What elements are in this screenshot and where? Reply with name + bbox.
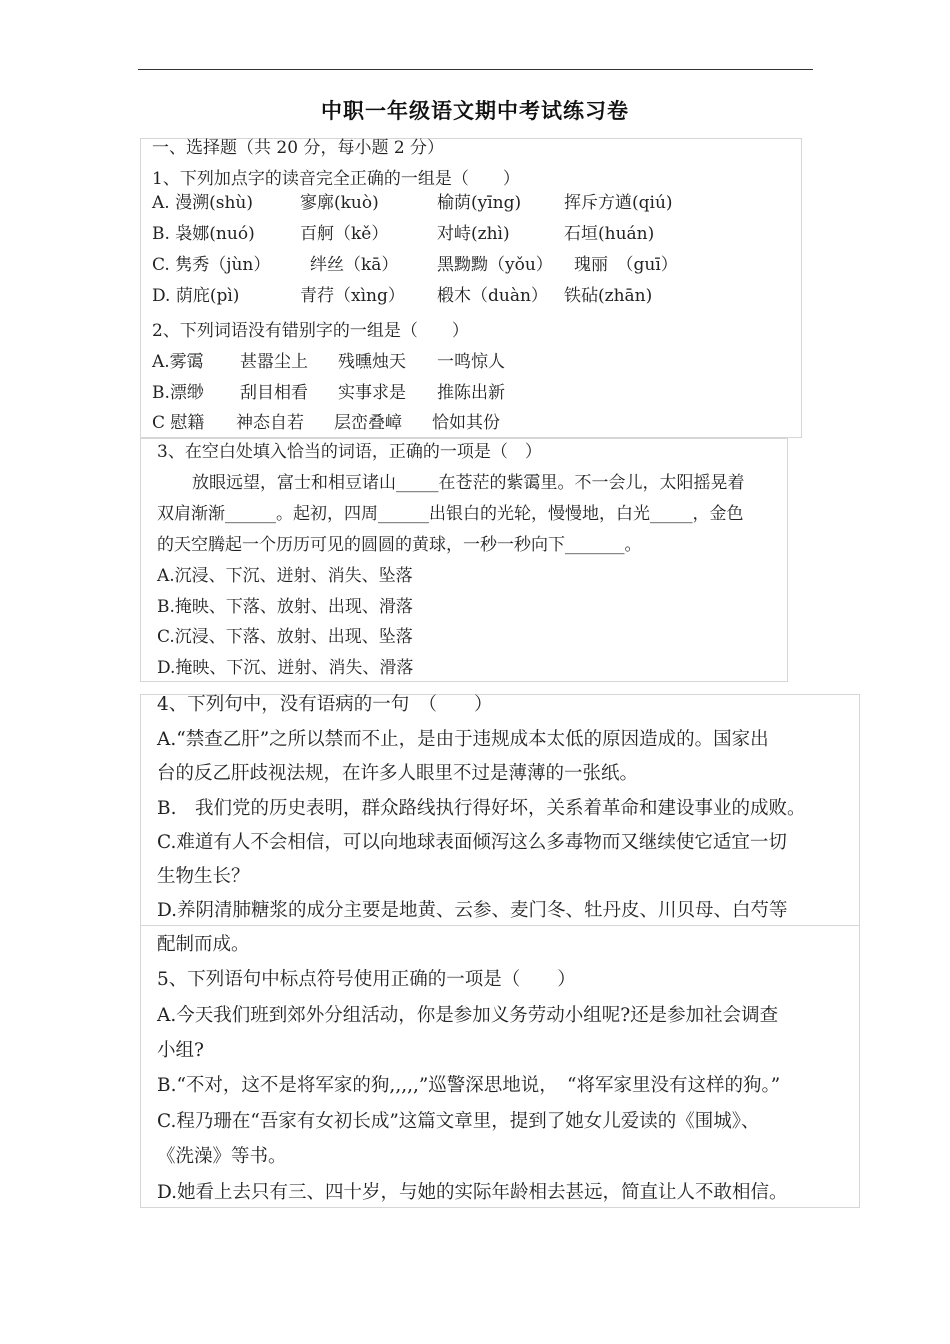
q5-line-2: 小组? bbox=[157, 1040, 204, 1061]
q2-option-a-4: 一鸣惊人 bbox=[437, 352, 505, 372]
q4-line-5: 生物生长？ bbox=[157, 866, 250, 887]
q2-option-a-2: 甚嚣尘上 bbox=[240, 352, 308, 372]
q1-option-d-3: 椴木（duàn） bbox=[437, 286, 548, 306]
q3-passage-line-1: 放眼远望，富士和相豆诸山_____在苍茫的紫霭里。不一会儿，太阳摇晃着 bbox=[192, 473, 745, 493]
header-rule bbox=[138, 69, 813, 70]
q1-option-c-1: C. 隽秀（jùn） bbox=[152, 255, 271, 275]
q5-line-6: D.她看上去只有三、四十岁，与她的实际年龄相去甚远，简直让人不敢相信。 bbox=[157, 1182, 788, 1203]
q1-option-b-2: 百舸（kě） bbox=[300, 224, 389, 244]
q5-line-1: A.今天我们班到郊外分组活动，你是参加义务劳动小组呢?还是参加社会调查 bbox=[157, 1005, 779, 1026]
q1-option-d-1: D. 荫庇(pì) bbox=[152, 286, 240, 306]
q4-line-2: 台的反乙肝歧视法规，在许多人眼里不过是薄薄的一张纸。 bbox=[157, 763, 639, 784]
q1-option-a-2: 寥廓(kuò) bbox=[300, 193, 379, 213]
q2-option-b-3: 实事求是 bbox=[338, 383, 406, 403]
q1-option-c-4: 瑰丽 （guī） bbox=[574, 255, 678, 275]
q1-option-d-4: 铁砧(zhān) bbox=[564, 286, 653, 306]
q2-option-c-3: 层峦叠嶂 bbox=[334, 413, 402, 433]
q3-option-c: C.沉浸、下落、放射、出现、坠落 bbox=[157, 627, 413, 647]
q1-option-c-3: 黑黝黝（yǒu） bbox=[437, 255, 553, 275]
q1-option-b-1: B. 袅娜(nuó) bbox=[152, 224, 255, 244]
q2-option-b-4: 推陈出新 bbox=[437, 383, 505, 403]
q3-option-d: D.掩映、下沉、迸射、消失、滑落 bbox=[157, 658, 414, 678]
question-4-stem: 4、下列句中，没有语病的一句 （ ） bbox=[157, 694, 493, 715]
q1-option-d-2: 青荇（xìng） bbox=[300, 286, 405, 306]
q4-line-3: B. 我们党的历史表明，群众路线执行得好坏，关系着革命和建设事业的成败。 bbox=[157, 798, 806, 819]
q2-option-b-1: B.漂缈 bbox=[152, 383, 204, 403]
page-title: 中职一年级语文期中考试练习卷 bbox=[321, 99, 629, 123]
q2-option-a-1: A.雾霭 bbox=[152, 352, 204, 372]
question-5-stem: 5、下列语句中标点符号使用正确的一项是（ ） bbox=[157, 969, 576, 990]
q3-passage-line-2: 双肩渐渐______。起初，四周______出银白的光轮，慢慢地，白光_____，金色 bbox=[157, 504, 744, 524]
q4-line-7: 配制而成。 bbox=[157, 934, 250, 955]
q2-option-c-2: 神态自若 bbox=[236, 413, 304, 433]
q4-line-4: C.难道有人不会相信，可以向地球表面倾泻这么多毒物而又继续使它适宜一切 bbox=[157, 832, 787, 853]
q1-option-a-3: 榆荫(yīng) bbox=[437, 193, 522, 213]
question-3-stem: 3、在空白处填入恰当的词语，正确的一项是（ ） bbox=[157, 442, 542, 462]
q3-option-a: A.沉浸、下沉、迸射、消失、坠落 bbox=[157, 566, 413, 586]
q5-line-4: C.程乃珊在“吾家有女初长成”这篇文章里，提到了她女儿爱读的《围城》、 bbox=[157, 1111, 760, 1132]
q2-option-a-3: 残曛烛天 bbox=[338, 352, 406, 372]
q2-option-c-1: C 慰籍 bbox=[152, 413, 205, 433]
q1-option-a-4: 挥斥方遒(qiú) bbox=[564, 193, 673, 213]
q1-option-a-1: A. 漫溯(shù) bbox=[152, 193, 253, 213]
q2-option-c-4: 恰如其份 bbox=[432, 413, 500, 433]
section-heading: 一、选择题（共 20 分，每小题 2 分） bbox=[152, 138, 445, 158]
question-2-stem: 2、下列词语没有错别字的一组是（ ） bbox=[152, 321, 469, 341]
q5-line-5: 《洗澡》等书。 bbox=[157, 1146, 287, 1167]
q5-line-3: B.“不对，这不是将军家的狗,,,,,”巡警深思地说， “将军家里没有这样的狗。” bbox=[157, 1075, 781, 1096]
q4-line-6: D.养阴清肺糖浆的成分主要是地黄、云参、麦门冬、牡丹皮、川贝母、白芍等 bbox=[157, 900, 788, 921]
q1-option-b-4: 石垣(huán) bbox=[564, 224, 655, 244]
q2-option-b-2: 刮目相看 bbox=[240, 383, 308, 403]
q1-option-c-2: 绊丝（kā） bbox=[310, 255, 399, 275]
q3-option-b: B.掩映、下落、放射、出现、滑落 bbox=[157, 597, 413, 617]
q3-passage-line-3: 的天空腾起一个历历可见的圆圆的黄球，一秒一秒向下_______。 bbox=[157, 535, 642, 555]
q4-line-1: A.“禁查乙肝”之所以禁而不止，是由于违规成本太低的原因造成的。国家出 bbox=[157, 729, 769, 750]
q1-option-b-3: 对峙(zhì) bbox=[437, 224, 510, 244]
question-1-stem: 1、下列加点字的读音完全正确的一组是（ ） bbox=[152, 169, 520, 189]
